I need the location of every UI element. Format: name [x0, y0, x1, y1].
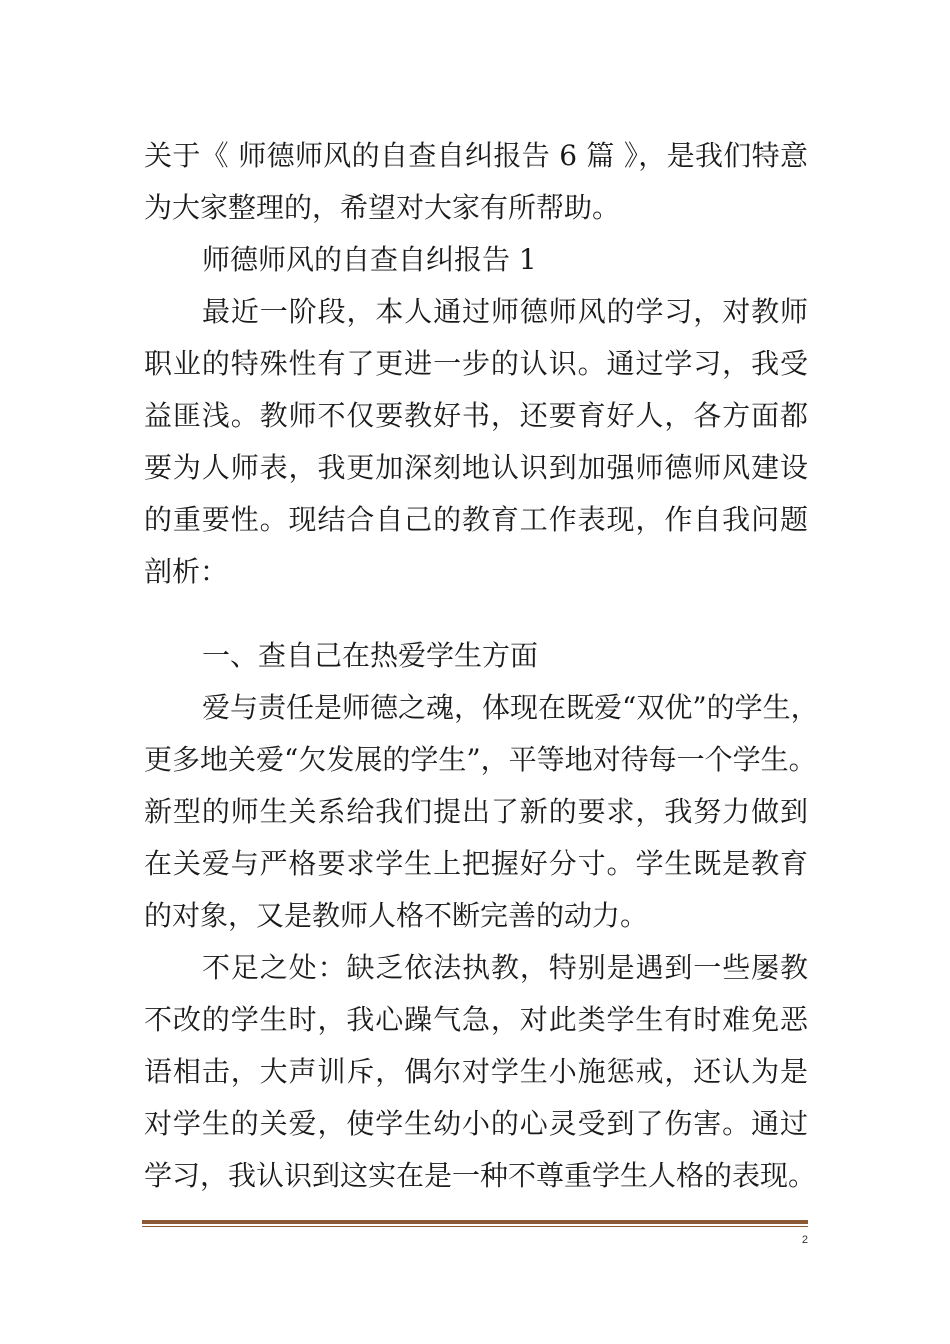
paragraph-1-line-5: 的重要性。现结合自己的教育工作表现，作自我问题 [144, 503, 808, 536]
paragraph-3-line-2: 不改的学生时，我心躁气急，对此类学生有时难免恶 [144, 1003, 808, 1036]
paragraph-3-line-1: 不足之处：缺乏依法执教，特别是遇到一些屡教 [202, 951, 808, 984]
paragraph-2-line-4: 在关爱与严格要求学生上把握好分寸。学生既是教育 [144, 847, 808, 880]
paragraph-1-line-6: 剖析： [144, 555, 229, 588]
page-number: 2 [801, 1234, 808, 1246]
paragraph-2-line-3: 新型的师生关系给我们提出了新的要求，我努力做到 [144, 795, 808, 828]
paragraph-2-line-2: 更多地关爱“欠发展的学生”，平等地对待每一个学生。 [144, 743, 817, 776]
footer-rule [142, 1220, 808, 1224]
paragraph-intro-line-1: 关于《 师德师风的自查自纠报告 6 篇 》，是我们特意 [144, 139, 808, 172]
section-heading-report-1: 师德师风的自查自纠报告 1 [202, 243, 537, 276]
paragraph-3-line-5: 学习，我认识到这实在是一种不尊重学生人格的表现。 [144, 1159, 817, 1192]
footer-rule-thin [142, 1226, 808, 1227]
paragraph-1-line-3: 益匪浅。教师不仅要教好书，还要育好人，各方面都 [144, 399, 808, 432]
paragraph-2-line-1: 爱与责任是师德之魂，体现在既爱“双优”的学生， [202, 691, 819, 724]
paragraph-1-line-4: 要为人师表，我更加深刻地认识到加强师德师风建设 [144, 451, 808, 484]
section-heading-1: 一、查自己在热爱学生方面 [202, 639, 539, 672]
paragraph-1-line-2: 职业的特殊性有了更进一步的认识。通过学习，我受 [144, 347, 808, 380]
paragraph-intro-line-2: 为大家整理的，希望对大家有所帮助。 [144, 191, 621, 224]
paragraph-3-line-4: 对学生的关爱，使学生幼小的心灵受到了伤害。通过 [144, 1107, 808, 1140]
paragraph-3-line-3: 语相击，大声训斥，偶尔对学生小施惩戒，还认为是 [144, 1055, 808, 1088]
paragraph-1-line-1: 最近一阶段，本人通过师德师风的学习，对教师 [202, 295, 808, 328]
paragraph-2-line-5: 的对象，又是教师人格不断完善的动力。 [144, 899, 649, 932]
